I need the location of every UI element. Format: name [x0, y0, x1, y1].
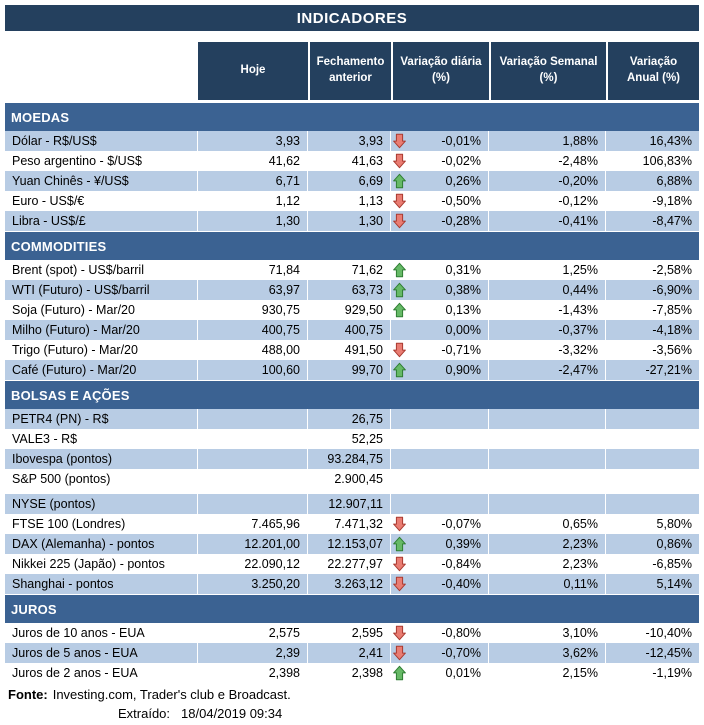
cell-var-diaria: [391, 409, 489, 429]
cell-label: Juros de 2 anos - EUA: [5, 663, 198, 683]
cell-var-anual: -8,47%: [606, 211, 699, 231]
cell-var-semanal: 0,11%: [489, 574, 606, 594]
page-title: INDICADORES: [5, 5, 699, 31]
cell-var-semanal: -0,20%: [489, 171, 606, 191]
arrow-down-icon: [393, 343, 406, 358]
cell-var-anual: -2,58%: [652, 263, 692, 277]
arrow-up-icon: [393, 363, 406, 378]
cell-label: Juros de 5 anos - EUA: [5, 643, 198, 663]
cell-fechamento: 7.471,32: [308, 514, 391, 534]
var-diaria-value: -0,07%: [441, 517, 481, 531]
section-header-commodities: COMMODITIES: [5, 232, 699, 260]
cell-fechamento: 491,50: [308, 340, 391, 360]
cell-label: Brent (spot) - US$/barril: [5, 260, 198, 280]
cell-var-semanal: 0,65%: [489, 514, 606, 534]
cell-hoje: 3.250,20: [198, 574, 308, 594]
arrow-down-icon: [393, 517, 406, 532]
cell-var-anual: 106,83%: [642, 154, 692, 168]
var-diaria-value: -0,50%: [441, 194, 481, 208]
cell-label: S&P 500 (pontos): [5, 469, 198, 489]
trend-arrow-slot: [393, 412, 406, 427]
var-diaria-value: -0,84%: [441, 557, 481, 571]
cell-var-diaria: [391, 260, 489, 280]
table-row: [5, 574, 699, 594]
header-spacer: [5, 42, 198, 100]
cell-hoje: 71,84: [198, 260, 308, 280]
cell-var-anual: [606, 429, 699, 449]
cell-hoje: 1,12: [198, 191, 308, 211]
cell-var-semanal: -0,37%: [489, 320, 606, 340]
table-row: [5, 191, 699, 211]
col-header-fechamento: Fechamento anterior: [308, 42, 391, 100]
cell-label: Peso argentino - $/US$: [5, 151, 198, 171]
cell-var-anual: -6,90%: [606, 280, 699, 300]
cell-var-semanal: -0,12%: [489, 191, 606, 211]
source-label: Fonte:: [8, 687, 48, 702]
table-row: [5, 449, 699, 469]
table-row: [5, 514, 699, 534]
cell-var-diaria: [391, 171, 489, 191]
var-diaria-value: 0,38%: [445, 283, 481, 297]
var-diaria-value: -0,71%: [441, 343, 481, 357]
cell-var-diaria: [391, 340, 489, 360]
table-row: [5, 211, 699, 231]
var-diaria-value: -0,40%: [441, 577, 481, 591]
var-diaria-value: -0,28%: [441, 214, 481, 228]
table-row: [5, 494, 699, 514]
table-row: [5, 554, 699, 574]
cell-label: Euro - US$/€: [5, 191, 198, 211]
cell-var-diaria: [391, 554, 489, 574]
cell-label: Yuan Chinês - ¥/US$: [5, 171, 198, 191]
cell-var-diaria: [391, 449, 489, 469]
arrow-down-icon: [393, 214, 406, 229]
cell-var-semanal: -1,43%: [489, 300, 606, 320]
cell-var-diaria: [391, 300, 489, 320]
cell-hoje: 2,575: [198, 623, 308, 643]
cell-var-diaria: [391, 514, 489, 534]
cell-var-anual: [606, 469, 699, 489]
arrow-up-icon: [393, 537, 406, 552]
cell-label: Dólar - R$/US$: [5, 131, 198, 151]
cell-var-semanal: 2,15%: [489, 663, 606, 683]
arrow-down-icon: [393, 134, 406, 149]
cell-var-semanal: [489, 429, 606, 449]
cell-var-diaria: [391, 663, 489, 683]
table-row: [5, 623, 699, 643]
cell-fechamento: 93.284,75: [308, 449, 391, 469]
col-header-hoje: Hoje: [198, 42, 308, 100]
var-diaria-value: -0,80%: [441, 626, 481, 640]
cell-fechamento: 52,25: [308, 429, 391, 449]
cell-var-semanal: 2,23%: [489, 554, 606, 574]
col-header-var-semanal: Variação Semanal (%): [489, 42, 606, 100]
cell-var-diaria: [391, 191, 489, 211]
column-header-row: [5, 42, 699, 100]
cell-var-semanal: 1,25%: [489, 260, 606, 280]
table-row: [5, 340, 699, 360]
cell-fechamento: 1,30: [308, 211, 391, 231]
trend-arrow-slot: [393, 497, 406, 512]
extracted-line: [5, 704, 699, 722]
cell-label: Juros de 10 anos - EUA: [5, 623, 198, 643]
section-header-moedas: MOEDAS: [5, 103, 699, 131]
cell-var-diaria: [391, 494, 489, 514]
arrow-down-icon: [393, 557, 406, 572]
cell-fechamento: 929,50: [308, 300, 391, 320]
cell-fechamento: 2,595: [308, 623, 391, 643]
cell-fechamento: 3.263,12: [308, 574, 391, 594]
cell-hoje: [198, 469, 308, 489]
var-diaria-value: 0,31%: [445, 263, 481, 277]
cell-hoje: 22.090,12: [198, 554, 308, 574]
cell-var-semanal: [489, 449, 606, 469]
cell-var-semanal: [489, 409, 606, 429]
cell-hoje: [198, 449, 308, 469]
cell-label: PETR4 (PN) - R$: [5, 409, 198, 429]
cell-label: Ibovespa (pontos): [5, 449, 198, 469]
cell-var-anual: -27,21%: [606, 360, 699, 380]
cell-var-anual: [606, 494, 699, 514]
arrow-up-icon: [393, 263, 406, 278]
cell-hoje: 930,75: [198, 300, 308, 320]
cell-fechamento: 3,93: [308, 131, 391, 151]
cell-label: Nikkei 225 (Japão) - pontos: [5, 554, 198, 574]
cell-var-diaria: [391, 469, 489, 489]
trend-arrow-slot: [393, 432, 406, 447]
cell-var-anual: 5,14%: [606, 574, 699, 594]
cell-var-diaria: [391, 211, 489, 231]
cell-var-anual: [606, 409, 699, 429]
cell-var-semanal: 2,23%: [489, 534, 606, 554]
cell-fechamento: 12.907,11: [308, 494, 391, 514]
cell-var-diaria: [391, 360, 489, 380]
cell-label: WTI (Futuro) - US$/barril: [5, 280, 198, 300]
cell-hoje: [198, 409, 308, 429]
var-diaria-value: 0,13%: [445, 303, 481, 317]
var-diaria-value: -0,02%: [441, 154, 481, 168]
cell-fechamento: 26,75: [308, 409, 391, 429]
extracted-value: 18/04/2019 09:34: [181, 705, 283, 721]
cell-hoje: 400,75: [198, 320, 308, 340]
arrow-down-icon: [393, 626, 406, 641]
cell-hoje: 7.465,96: [198, 514, 308, 534]
cell-var-semanal: -2,48%: [489, 151, 606, 171]
cell-label: Trigo (Futuro) - Mar/20: [5, 340, 198, 360]
table-row: [5, 320, 699, 340]
cell-label: Milho (Futuro) - Mar/20: [5, 320, 198, 340]
var-diaria-value: 0,26%: [445, 174, 481, 188]
cell-fechamento: 6,69: [308, 171, 391, 191]
arrow-up-icon: [393, 303, 406, 318]
cell-var-semanal: 1,88%: [489, 131, 606, 151]
cell-var-diaria: [391, 643, 489, 663]
cell-fechamento: 22.277,97: [308, 554, 391, 574]
col-header-var-diaria: Variação diária (%): [391, 42, 489, 100]
cell-var-semanal: -2,47%: [489, 360, 606, 380]
cell-var-diaria: [391, 534, 489, 554]
var-diaria-value: 0,00%: [445, 323, 481, 337]
cell-var-diaria: [391, 131, 489, 151]
cell-var-anual: 0,86%: [606, 534, 699, 554]
cell-fechamento: 63,73: [308, 280, 391, 300]
cell-var-semanal: [489, 469, 606, 489]
section-header-bolsas-e-a-es: BOLSAS E AÇÕES: [5, 381, 699, 409]
cell-hoje: 6,71: [198, 171, 308, 191]
cell-fechamento: 1,13: [308, 191, 391, 211]
table-row: [5, 469, 699, 489]
cell-label: VALE3 - R$: [5, 429, 198, 449]
cell-var-diaria: [391, 623, 489, 643]
cell-var-semanal: [489, 494, 606, 514]
cell-hoje: 3,93: [198, 131, 308, 151]
table-body: [5, 103, 699, 683]
cell-label: Soja (Futuro) - Mar/20: [5, 300, 198, 320]
cell-label: Café (Futuro) - Mar/20: [5, 360, 198, 380]
table-row: [5, 300, 699, 320]
cell-hoje: 1,30: [198, 211, 308, 231]
cell-label: Libra - US$/£: [5, 211, 198, 231]
table-row: [5, 360, 699, 380]
table-row: [5, 429, 699, 449]
arrow-up-icon: [393, 666, 406, 681]
cell-var-anual: -3,56%: [652, 343, 692, 357]
cell-hoje: [198, 429, 308, 449]
cell-var-anual: -9,18%: [652, 194, 692, 208]
cell-var-diaria: [391, 151, 489, 171]
cell-hoje: 488,00: [198, 340, 308, 360]
source-line: [5, 685, 699, 704]
source-text: Investing.com, Trader's club e Broadcast.: [52, 687, 291, 702]
arrow-up-icon: [393, 174, 406, 189]
cell-var-anual: -1,19%: [652, 666, 692, 680]
cell-var-anual: 5,80%: [656, 517, 692, 531]
cell-var-anual: -7,85%: [652, 303, 692, 317]
cell-var-anual: -12,45%: [606, 643, 699, 663]
cell-var-anual: -10,40%: [645, 626, 692, 640]
col-header-var-anual: Variação Anual (%): [606, 42, 699, 100]
trend-arrow-slot: [393, 452, 406, 467]
cell-fechamento: 12.153,07: [308, 534, 391, 554]
cell-fechamento: 2,398: [308, 663, 391, 683]
cell-hoje: 63,97: [198, 280, 308, 300]
var-diaria-value: 0,01%: [445, 666, 481, 680]
cell-hoje: 2,39: [198, 643, 308, 663]
cell-var-semanal: -0,41%: [489, 211, 606, 231]
cell-var-anual: -4,18%: [606, 320, 699, 340]
var-diaria-value: -0,70%: [441, 646, 481, 660]
cell-fechamento: 2,41: [308, 643, 391, 663]
arrow-up-icon: [393, 283, 406, 298]
table-row: [5, 171, 699, 191]
cell-hoje: 100,60: [198, 360, 308, 380]
cell-var-anual: [606, 449, 699, 469]
trend-arrow-slot: [393, 323, 406, 338]
table-row: [5, 643, 699, 663]
cell-var-semanal: 0,44%: [489, 280, 606, 300]
section-header-juros: JUROS: [5, 595, 699, 623]
table-row: [5, 409, 699, 429]
table-row: [5, 663, 699, 683]
cell-var-anual: 6,88%: [606, 171, 699, 191]
arrow-down-icon: [393, 154, 406, 169]
cell-fechamento: 400,75: [308, 320, 391, 340]
table-row: [5, 131, 699, 151]
cell-hoje: 41,62: [198, 151, 308, 171]
cell-var-semanal: 3,62%: [489, 643, 606, 663]
cell-hoje: 12.201,00: [198, 534, 308, 554]
cell-fechamento: 2.900,45: [308, 469, 391, 489]
arrow-down-icon: [393, 646, 406, 661]
table-row: [5, 534, 699, 554]
cell-var-diaria: [391, 320, 489, 340]
cell-label: Shanghai - pontos: [5, 574, 198, 594]
cell-label: FTSE 100 (Londres): [5, 514, 198, 534]
trend-arrow-slot: [393, 472, 406, 487]
var-diaria-value: -0,01%: [441, 134, 481, 148]
cell-var-anual: 16,43%: [606, 131, 699, 151]
cell-fechamento: 41,63: [308, 151, 391, 171]
cell-var-semanal: 3,10%: [489, 623, 606, 643]
cell-var-anual: -6,85%: [652, 557, 692, 571]
cell-label: DAX (Alemanha) - pontos: [5, 534, 198, 554]
arrow-down-icon: [393, 577, 406, 592]
cell-hoje: [198, 494, 308, 514]
table-row: [5, 260, 699, 280]
arrow-down-icon: [393, 194, 406, 209]
cell-var-semanal: -3,32%: [489, 340, 606, 360]
table-row: [5, 280, 699, 300]
cell-hoje: 2,398: [198, 663, 308, 683]
cell-var-diaria: [391, 429, 489, 449]
cell-label: NYSE (pontos): [5, 494, 198, 514]
cell-var-diaria: [391, 280, 489, 300]
footer: [5, 685, 699, 722]
var-diaria-value: 0,90%: [445, 363, 481, 377]
var-diaria-value: 0,39%: [445, 537, 481, 551]
table-row: [5, 151, 699, 171]
cell-fechamento: 99,70: [308, 360, 391, 380]
cell-var-diaria: [391, 574, 489, 594]
extracted-label: Extraído:: [118, 705, 171, 721]
cell-fechamento: 71,62: [308, 260, 391, 280]
